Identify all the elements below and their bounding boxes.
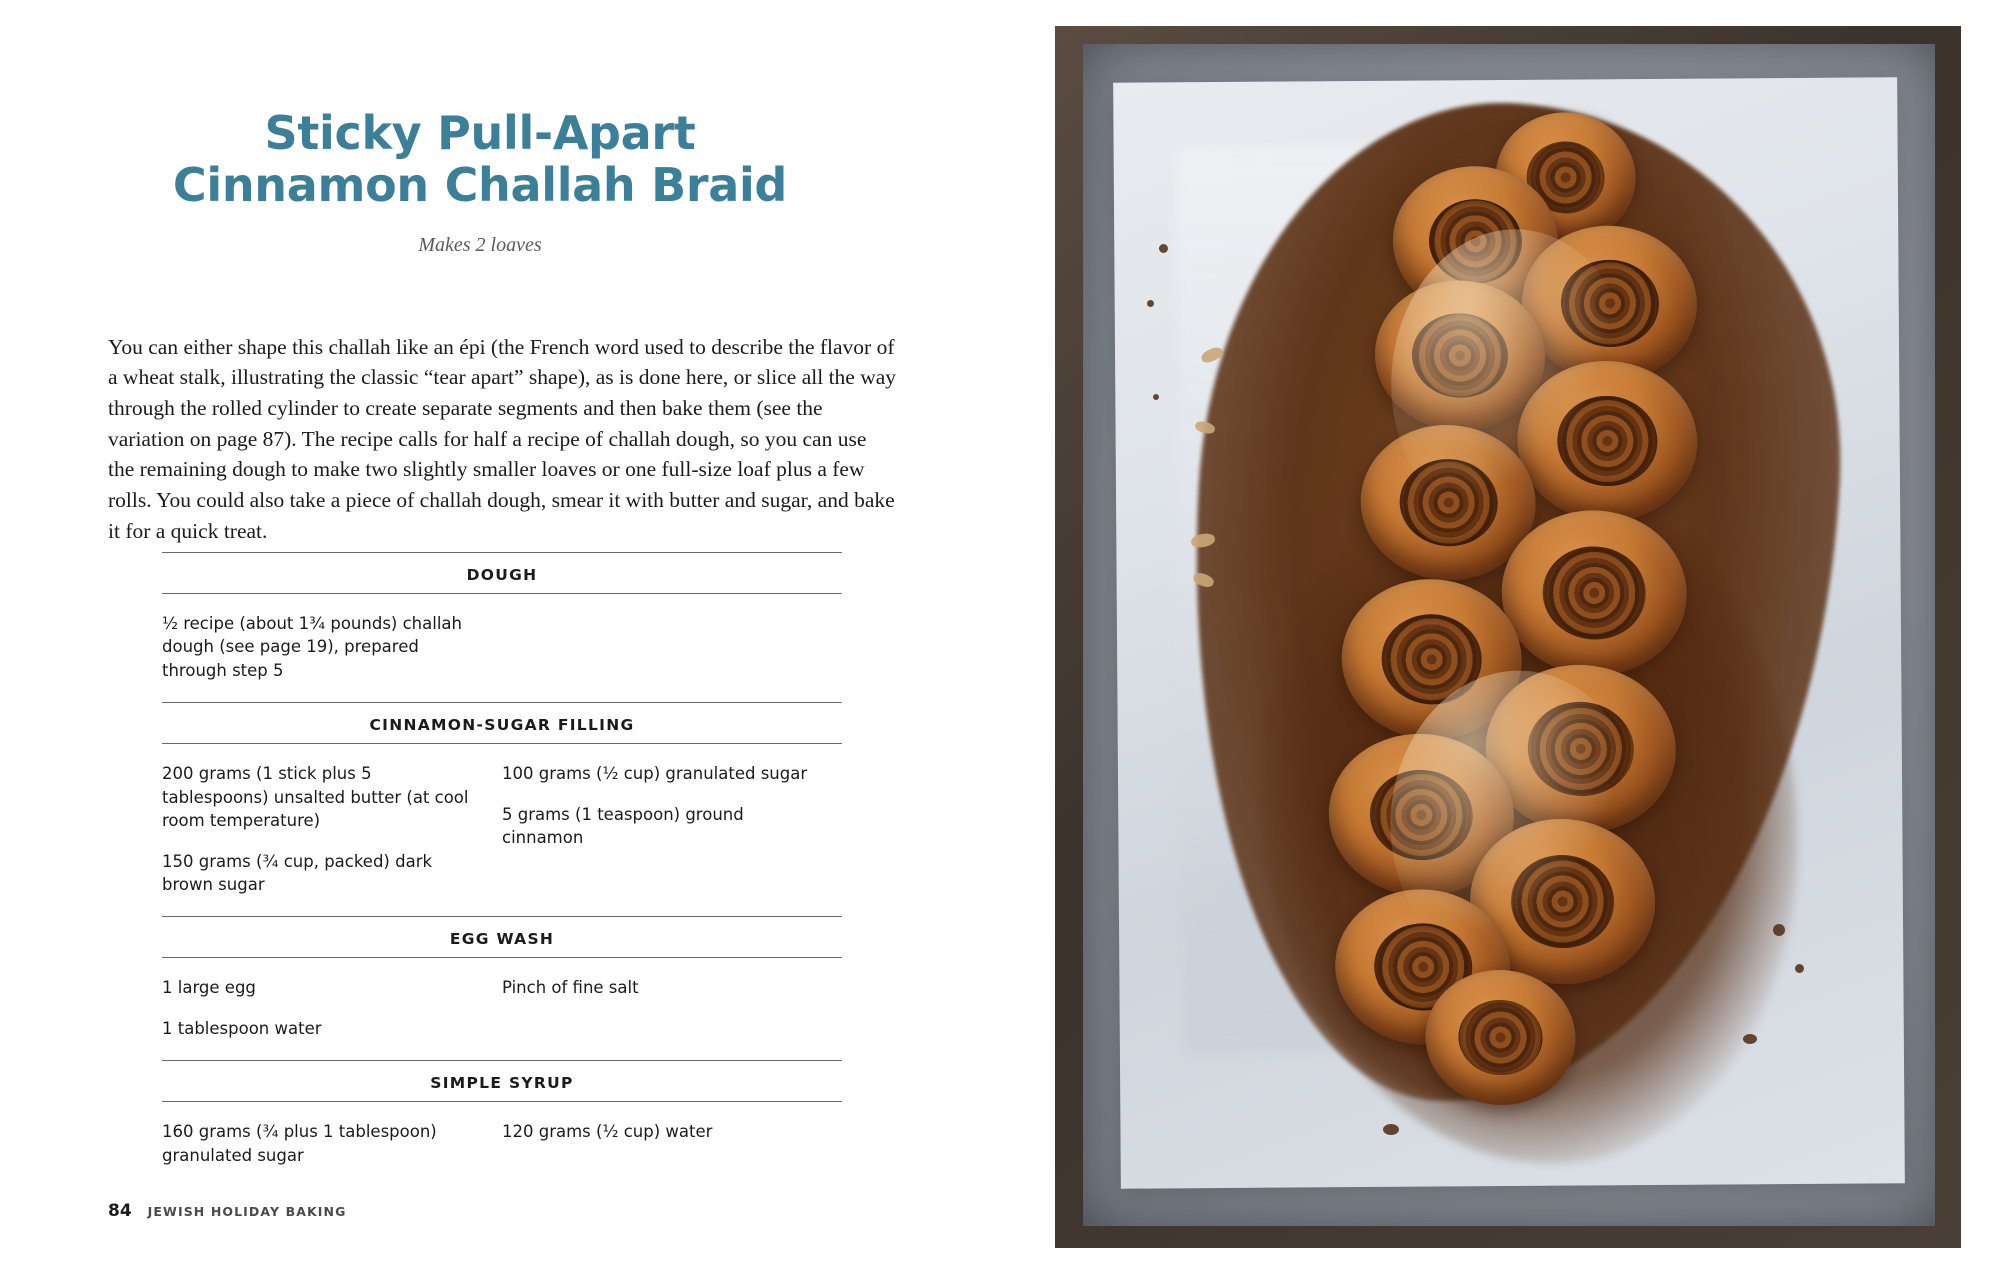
- section-column-left: [162, 1120, 502, 1167]
- caramel-splatter: [1743, 1034, 1757, 1044]
- section-column-left: [162, 762, 502, 896]
- section-heading: EGG WASH: [162, 916, 842, 958]
- caramel-splatter: [1159, 244, 1168, 253]
- recipe-intro-paragraph: You can either shape this challah like an épi (the French word used to describe the flavor of a wheat stalk, illustrating the classic “tear apart” shape), as is done here, or slice all the way through the rolled cylinder to create separate segments and then bake them (see the variation on page 87). The recipe calls for half a recipe of challah dough, so you can use the remaining dough to make two slightly smaller loaves or one full-size loaf plus a few rolls. You could also take a piece of challah dough, smear it with butter and sugar, and bake it for a quick treat.: [108, 334, 897, 543]
- section-column-right: [502, 612, 842, 682]
- ingredient-item: 150 grams (¾ cup, packed) dark brown sugar: [162, 851, 433, 894]
- ingredient-section-cinnamon-sugar-filling: [162, 702, 842, 916]
- ingredient-item: 1 tablespoon water: [162, 1018, 322, 1038]
- recipe-yield: Makes 2 loaves: [418, 233, 542, 256]
- braid-roll: [1512, 355, 1703, 527]
- section-column-right: [502, 976, 842, 1040]
- page-number: 84: [108, 1201, 132, 1221]
- section-heading: DOUGH: [162, 552, 842, 594]
- section-column-left: [162, 976, 502, 1040]
- ingredient-item: Pinch of fine salt: [502, 978, 639, 998]
- page-footer: [108, 1201, 346, 1221]
- recipe-title-block: [110, 108, 850, 257]
- section-columns: [162, 1102, 842, 1187]
- running-title: JEWISH HOLIDAY BAKING: [147, 1204, 347, 1219]
- recipe-photo-page: [1035, 0, 2000, 1273]
- caramel-splatter: [1383, 1124, 1399, 1135]
- ingredient-section-simple-syrup: [162, 1060, 842, 1187]
- section-column-left: [162, 612, 502, 682]
- caramel-splatter: [1153, 394, 1159, 400]
- caramel-splatter: [1147, 300, 1154, 307]
- section-heading: CINNAMON-SUGAR FILLING: [162, 702, 842, 744]
- recipe-title-line-2: Cinnamon Challah Braid: [172, 157, 788, 212]
- ingredients-list: [162, 552, 842, 1187]
- ingredient-item: 200 grams (1 stick plus 5 tablespoons) unsalted butter (at cool room temperature): [162, 764, 469, 831]
- sheet-pan: [1055, 26, 1961, 1248]
- cinnamon-challah-braid: [1280, 97, 1749, 1132]
- page-title: [110, 108, 850, 212]
- ingredient-section-egg-wash: [162, 916, 842, 1060]
- ingredient-item: 100 grams (½ cup) granulated sugar: [502, 764, 808, 784]
- caramel-splatter: [1773, 924, 1785, 936]
- section-heading: SIMPLE SYRUP: [162, 1060, 842, 1102]
- ingredient-item: 160 grams (¾ plus 1 tablespoon) granulated sugar: [162, 1122, 437, 1165]
- section-column-right: [502, 762, 842, 896]
- ingredient-item: 1 large egg: [162, 978, 256, 998]
- recipe-title-line-1: Sticky Pull-Apart: [264, 106, 696, 160]
- caramel-splatter: [1795, 964, 1804, 973]
- ingredient-item: 120 grams (½ cup) water: [502, 1122, 713, 1142]
- section-columns: [162, 958, 842, 1060]
- ingredient-section-dough: [162, 552, 842, 702]
- ingredient-item: 5 grams (1 teaspoon) ground cinnamon: [502, 804, 744, 848]
- section-column-right: [502, 1120, 842, 1167]
- section-columns: [162, 594, 842, 702]
- recipe-photo: [1055, 26, 1961, 1248]
- section-columns: [162, 744, 842, 916]
- ingredient-item: ½ recipe (about 1¾ pounds) challah dough (see page 19), prepared through step 5: [162, 614, 462, 680]
- sheet-pan-surface: [1083, 44, 1935, 1226]
